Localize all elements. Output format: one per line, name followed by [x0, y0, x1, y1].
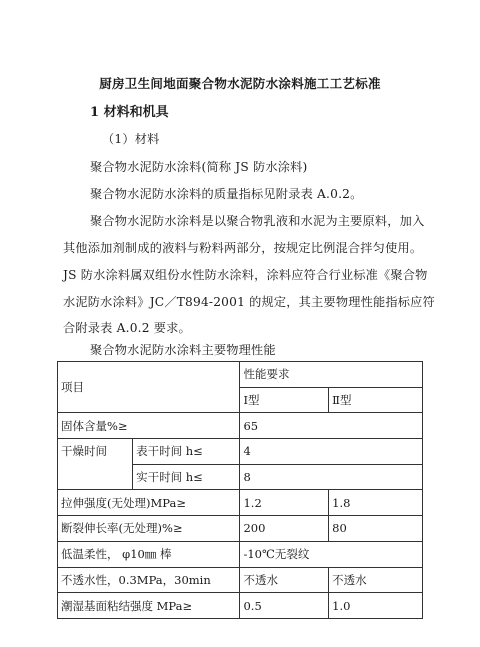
row-value: 65: [240, 413, 423, 439]
paragraph-line: 合附录表 A.0.2 要求。: [63, 321, 191, 335]
header-type1-cell: Ⅰ型: [240, 387, 329, 413]
row-label: 拉伸强度(无处理)MPa≥: [58, 490, 240, 516]
row-value: 1.2: [240, 490, 329, 516]
table-row: [58, 413, 423, 439]
row-label: 低温柔性， φ10㎜ 棒: [58, 541, 240, 567]
table-row: [58, 362, 423, 388]
row-label: 潮湿基面粘结强度 MPa≥: [58, 593, 240, 619]
row-value: 8: [240, 464, 423, 490]
row-value: 1.0: [329, 593, 423, 619]
row-value: 200: [240, 516, 329, 542]
row-value: 0.5: [240, 593, 329, 619]
row-value: -10℃无裂纹: [240, 541, 423, 567]
document-title: 厨房卫生间地面聚合物水泥防水涂料施工工艺标准: [99, 76, 381, 91]
sub-heading: （1）材料: [102, 132, 160, 146]
row-label: 固体含量%≥: [58, 413, 240, 439]
header-item-cell: 项目: [58, 362, 240, 413]
header-type2-cell: Ⅱ型: [329, 387, 423, 413]
paragraph-line: 聚合物水泥防水涂料(简称 JS 防水涂料): [90, 160, 308, 174]
header-perf-cell: 性能要求: [240, 362, 423, 388]
table-row: [58, 439, 423, 465]
paragraph-line: 聚合物水泥防水涂料的质量指标见附录表 A.0.2。: [90, 187, 363, 201]
table-caption: 聚合物水泥防水涂料主要物理性能: [90, 343, 276, 357]
row-label: 实干时间 h≤: [133, 464, 240, 490]
row-value: 不透水: [329, 567, 423, 593]
paragraph-line: JS 防水涂料属双组份水性防水涂料，涂料应符合行业标准《聚合物: [63, 268, 428, 282]
table-row: [58, 541, 423, 567]
table-row: [58, 567, 423, 593]
table-row: [58, 516, 423, 542]
paragraph-line: 其他添加剂制成的液料与粉料两部分，按规定比例混合拌匀使用。: [63, 241, 423, 255]
table-row: [58, 490, 423, 516]
properties-table: [57, 361, 423, 619]
row-group-label: 干燥时间: [58, 439, 133, 490]
row-label: 断裂伸长率(无处理)%≥: [58, 516, 240, 542]
row-label: 表干时间 h≤: [133, 439, 240, 465]
row-value: 1.8: [329, 490, 423, 516]
row-value: 不透水: [240, 567, 329, 593]
row-value: 80: [329, 516, 423, 542]
paragraph-line: 聚合物水泥防水涂料是以聚合物乳液和水泥为主要原料，加入: [90, 214, 425, 228]
row-value: 4: [240, 439, 423, 465]
paragraph-line: 水泥防水涂料》JC／T894-2001 的规定，其主要物理性能指标应符: [63, 295, 435, 309]
section-heading: 1 材料和机具: [90, 105, 169, 120]
row-label: 不透水性，0.3MPa，30min: [58, 567, 240, 593]
table-row: [58, 593, 423, 619]
